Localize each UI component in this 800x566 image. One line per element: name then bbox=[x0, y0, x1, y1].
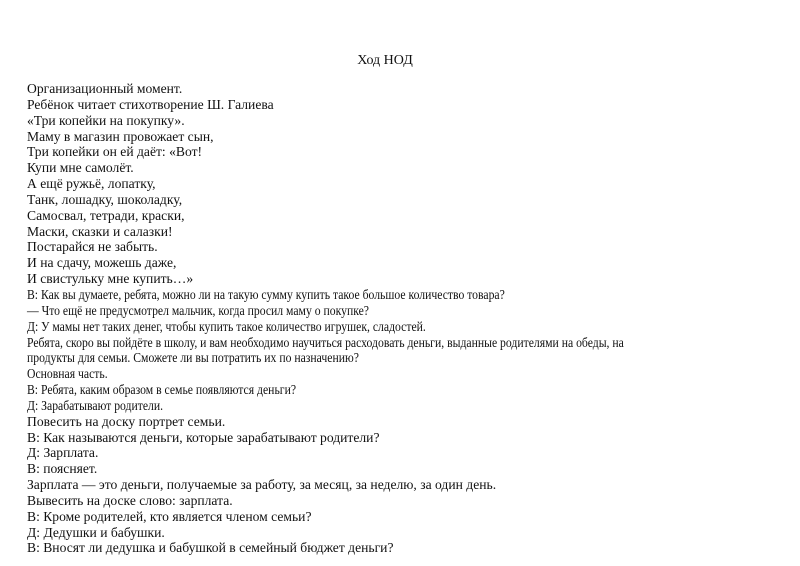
text-line bbox=[27, 319, 787, 335]
text-line-content: — Что ещё не предусмотрел мальчик, когда просил маму о покупке? bbox=[27, 302, 369, 318]
text-line bbox=[27, 525, 787, 541]
text-line-content: Купи мне самолёт. bbox=[27, 160, 134, 176]
text-line bbox=[27, 430, 787, 446]
text-line-content: В: Вносят ли дедушка и бабушкой в семейный бюджет деньги? bbox=[27, 540, 394, 556]
text-line-content: А ещё ружьё, лопатку, bbox=[27, 176, 156, 192]
text-line bbox=[27, 461, 787, 477]
text-line-content: Основная часть. bbox=[27, 366, 108, 382]
text-line bbox=[27, 160, 787, 176]
text-line-content: Самосвал, тетради, краски, bbox=[27, 207, 185, 223]
text-line bbox=[27, 303, 787, 319]
text-line bbox=[27, 350, 787, 366]
text-line-content: В: Как вы думаете, ребята, можно ли на такую сумму купить такое большое количество товара? bbox=[27, 286, 505, 302]
text-line-content: Организационный момент. bbox=[27, 81, 183, 96]
text-line-content: Ребята, скоро вы пойдёте в школу, и вам необходимо научиться расходовать деньги, выданные родителями на обеды, на bbox=[27, 334, 624, 350]
text-line-content: В: Кроме родителей, кто является членом семьи? bbox=[27, 508, 312, 524]
text-line-content: Д: У мамы нет таких денег, чтобы купить такое количество игрушек, сладостей. bbox=[27, 318, 426, 334]
text-line bbox=[27, 287, 787, 303]
text-line bbox=[27, 81, 787, 97]
text-line-content: Маму в магазин провожает сын, bbox=[27, 128, 214, 144]
text-line bbox=[27, 113, 787, 129]
text-line-content: Танк, лошадку, шоколадку, bbox=[27, 191, 183, 207]
text-line-content: В: поясняет. bbox=[27, 461, 98, 477]
text-line-content: продукты для семьи. Сможете ли вы потратить их по назначению? bbox=[27, 350, 359, 366]
text-line-content: В: Ребята, каким образом в семье появляются деньги? bbox=[27, 382, 297, 398]
text-line bbox=[27, 445, 787, 461]
text-line bbox=[27, 477, 787, 493]
text-line-content: Зарплата — это деньги, получаемые за работу, за месяц, за неделю, за один день. bbox=[27, 477, 497, 493]
text-line bbox=[27, 208, 787, 224]
text-line bbox=[27, 176, 787, 192]
text-line bbox=[27, 224, 787, 240]
document-title: Ход НОД bbox=[357, 53, 413, 68]
text-line-content: Повесить на доску портрет семьи. bbox=[27, 413, 226, 429]
text-line-content: Д: Дедушки и бабушки. bbox=[27, 524, 165, 540]
text-line bbox=[27, 192, 787, 208]
text-line-content: «Три копейки на покупку». bbox=[27, 112, 185, 128]
text-line-content: Постарайся не забыть. bbox=[27, 239, 158, 255]
text-line-content: И свистульку мне купить…» bbox=[27, 271, 194, 287]
text-line bbox=[27, 144, 787, 160]
text-line bbox=[27, 97, 787, 113]
text-line bbox=[27, 335, 787, 351]
text-line bbox=[27, 398, 787, 414]
text-line-content: Маски, сказки и салазки! bbox=[27, 223, 173, 239]
text-line bbox=[27, 255, 787, 271]
text-line bbox=[27, 509, 787, 525]
text-line-content: И на сдачу, можешь даже, bbox=[27, 255, 177, 271]
text-line bbox=[27, 239, 787, 255]
document-body bbox=[27, 81, 787, 556]
text-line bbox=[27, 129, 787, 145]
text-line-content: Д: Зарабатывают родители. bbox=[27, 397, 164, 413]
text-line bbox=[27, 382, 787, 398]
text-line bbox=[27, 493, 787, 509]
text-line-content: Д: Зарплата. bbox=[27, 445, 99, 461]
text-line bbox=[27, 540, 787, 556]
text-line bbox=[27, 366, 787, 382]
text-line-content: В: Как называются деньги, которые зарабатывают родители? bbox=[27, 429, 380, 445]
text-line bbox=[27, 414, 787, 430]
text-line-content: Вывесить на доске слово: зарплата. bbox=[27, 492, 233, 508]
text-line-content: Три копейки он ей даёт: «Вот! bbox=[27, 144, 203, 160]
text-line-content: Ребёнок читает стихотворение Ш. Галиева bbox=[27, 96, 274, 112]
text-line bbox=[27, 271, 787, 287]
